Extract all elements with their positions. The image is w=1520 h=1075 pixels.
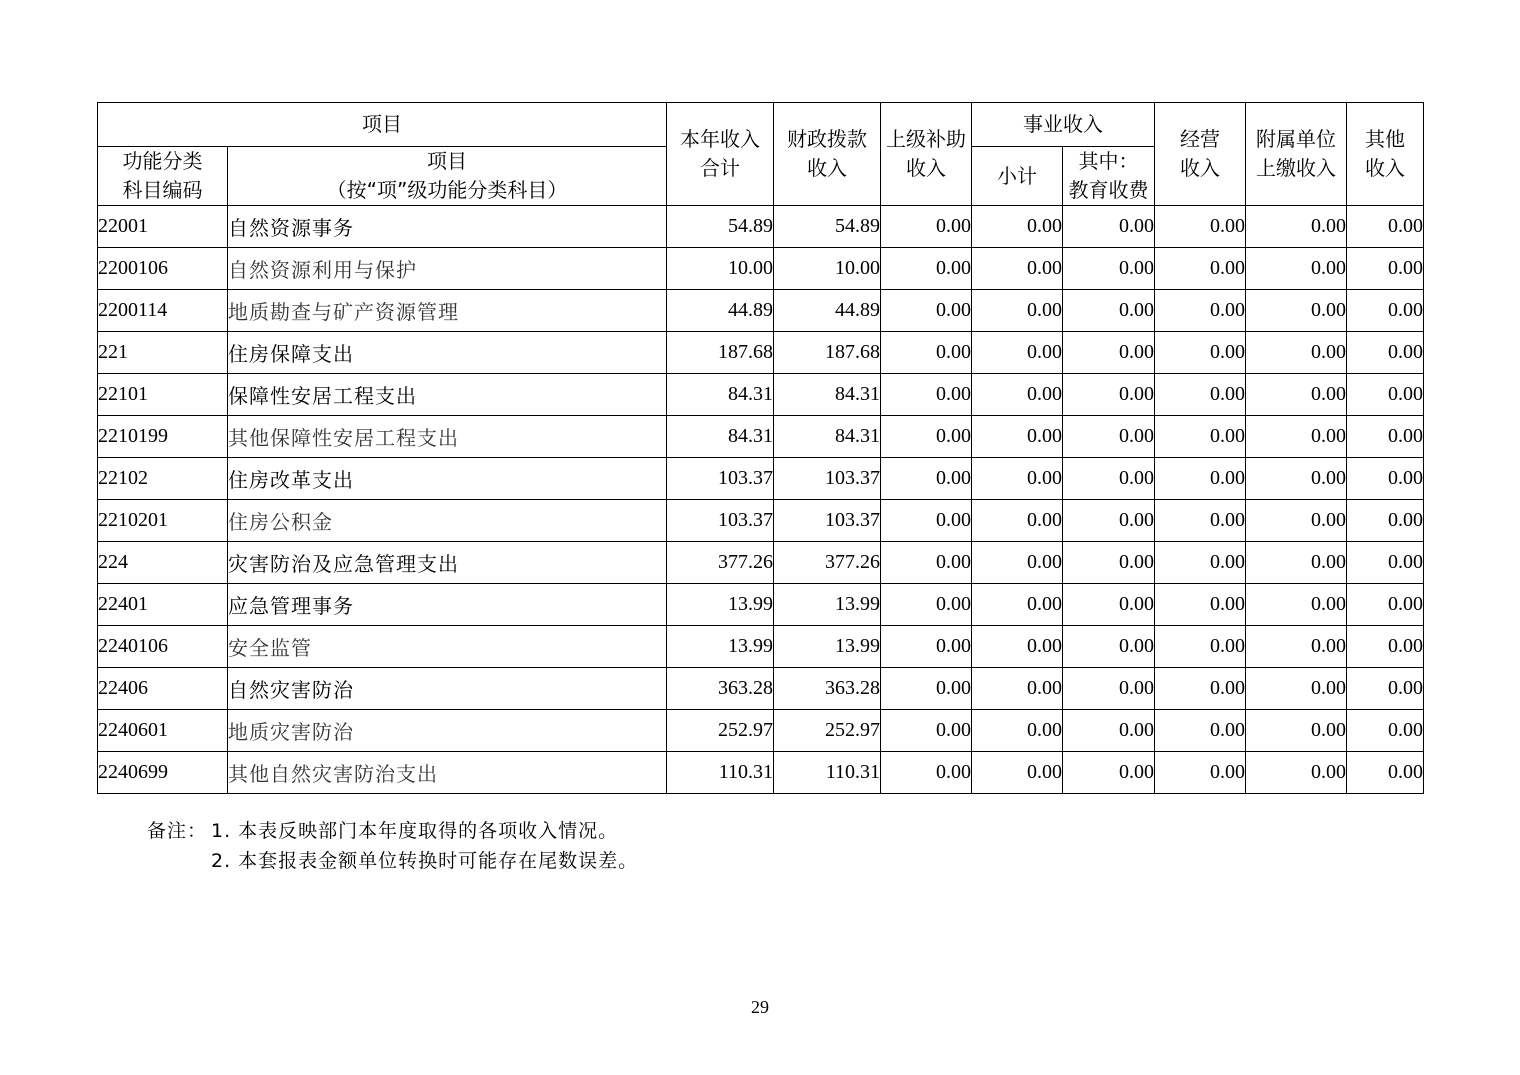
cell-code: 22406 [98, 668, 228, 710]
cell-value: 377.26 [774, 542, 881, 584]
cell-value: 0.00 [1347, 626, 1424, 668]
cell-code: 2210199 [98, 416, 228, 458]
cell-value: 0.00 [1063, 710, 1155, 752]
notes [147, 816, 638, 876]
cell-code: 2240601 [98, 710, 228, 752]
cell-code: 2210201 [98, 500, 228, 542]
cell-value: 0.00 [881, 710, 972, 752]
cell-name: 应急管理事务 [228, 584, 667, 626]
cell-value: 0.00 [972, 542, 1063, 584]
cell-name: 其他自然灾害防治支出 [228, 752, 667, 794]
cell-value: 54.89 [667, 206, 774, 248]
cell-name: 保障性安居工程支出 [228, 374, 667, 416]
cell-value: 0.00 [1155, 710, 1246, 752]
cell-value: 84.31 [667, 416, 774, 458]
cell-value: 0.00 [972, 290, 1063, 332]
cell-value: 0.00 [1347, 248, 1424, 290]
cell-value: 0.00 [1155, 626, 1246, 668]
cell-value: 0.00 [1155, 458, 1246, 500]
cell-value: 0.00 [972, 332, 1063, 374]
cell-value: 0.00 [881, 458, 972, 500]
cell-value: 13.99 [774, 626, 881, 668]
header-business-group: 事业收入 [972, 103, 1155, 147]
header-fiscal: 财政拨款 收入 [774, 103, 881, 206]
cell-value: 110.31 [667, 752, 774, 794]
cell-value: 0.00 [1347, 500, 1424, 542]
note-item: 1. 本表反映部门本年度取得的各项收入情况。 [211, 820, 619, 842]
table-row [98, 374, 1424, 416]
header-item: 项目 （按“项”级功能分类科目） [228, 147, 667, 206]
cell-value: 0.00 [1155, 290, 1246, 332]
note-row [147, 816, 638, 846]
cell-value: 0.00 [972, 416, 1063, 458]
cell-value: 0.00 [1063, 416, 1155, 458]
cell-value: 0.00 [1063, 668, 1155, 710]
cell-value: 0.00 [881, 416, 972, 458]
cell-value: 0.00 [1347, 668, 1424, 710]
cell-value: 103.37 [774, 500, 881, 542]
cell-value: 0.00 [1063, 752, 1155, 794]
cell-value: 0.00 [1155, 248, 1246, 290]
cell-value: 0.00 [1246, 416, 1347, 458]
cell-value: 0.00 [972, 626, 1063, 668]
cell-value: 0.00 [972, 500, 1063, 542]
cell-value: 187.68 [774, 332, 881, 374]
cell-value: 13.99 [774, 584, 881, 626]
cell-value: 0.00 [881, 332, 972, 374]
cell-value: 0.00 [1246, 668, 1347, 710]
cell-code: 22001 [98, 206, 228, 248]
cell-code: 2200106 [98, 248, 228, 290]
header-edu-fee: 其中： 教育收费 [1063, 147, 1155, 206]
cell-value: 0.00 [972, 458, 1063, 500]
table-row [98, 668, 1424, 710]
cell-name: 地质灾害防治 [228, 710, 667, 752]
table-row [98, 248, 1424, 290]
cell-value: 0.00 [1063, 626, 1155, 668]
header-operating: 经营 收入 [1155, 103, 1246, 206]
cell-value: 0.00 [1063, 542, 1155, 584]
cell-value: 0.00 [1246, 626, 1347, 668]
cell-value: 0.00 [1155, 416, 1246, 458]
cell-value: 0.00 [1347, 584, 1424, 626]
table-row [98, 458, 1424, 500]
cell-value: 0.00 [1246, 500, 1347, 542]
cell-value: 0.00 [972, 206, 1063, 248]
cell-value: 0.00 [1246, 206, 1347, 248]
cell-value: 0.00 [881, 374, 972, 416]
cell-value: 0.00 [1246, 248, 1347, 290]
cell-value: 0.00 [1063, 248, 1155, 290]
cell-value: 0.00 [1063, 500, 1155, 542]
cell-value: 84.31 [774, 416, 881, 458]
note-item: 2. 本套报表金额单位转换时可能存在尾数误差。 [211, 850, 639, 872]
cell-value: 0.00 [1246, 332, 1347, 374]
cell-value: 110.31 [774, 752, 881, 794]
cell-value: 0.00 [1347, 416, 1424, 458]
table-row [98, 626, 1424, 668]
table-body [98, 206, 1424, 794]
cell-value: 377.26 [667, 542, 774, 584]
cell-value: 44.89 [774, 290, 881, 332]
cell-value: 0.00 [1063, 374, 1155, 416]
cell-value: 0.00 [1246, 542, 1347, 584]
cell-name: 其他保障性安居工程支出 [228, 416, 667, 458]
cell-code: 2240699 [98, 752, 228, 794]
cell-value: 0.00 [1155, 374, 1246, 416]
cell-value: 0.00 [881, 752, 972, 794]
cell-value: 84.31 [774, 374, 881, 416]
cell-code: 2200114 [98, 290, 228, 332]
header-total: 本年收入 合计 [667, 103, 774, 206]
cell-value: 0.00 [1347, 374, 1424, 416]
cell-value: 0.00 [972, 752, 1063, 794]
cell-name: 地质勘查与矿产资源管理 [228, 290, 667, 332]
header-item-group: 项目 [98, 103, 667, 147]
cell-value: 0.00 [1063, 584, 1155, 626]
cell-value: 0.00 [1347, 458, 1424, 500]
cell-value: 103.37 [667, 458, 774, 500]
cell-value: 0.00 [1347, 542, 1424, 584]
cell-value: 252.97 [774, 710, 881, 752]
income-table [97, 102, 1424, 794]
cell-code: 221 [98, 332, 228, 374]
cell-value: 0.00 [1246, 374, 1347, 416]
cell-value: 0.00 [1063, 290, 1155, 332]
table-row [98, 206, 1424, 248]
cell-value: 0.00 [1155, 500, 1246, 542]
cell-value: 10.00 [667, 248, 774, 290]
cell-value: 0.00 [881, 290, 972, 332]
cell-value: 13.99 [667, 584, 774, 626]
header-code: 功能分类 科目编码 [98, 147, 228, 206]
cell-value: 0.00 [1246, 458, 1347, 500]
cell-name: 住房保障支出 [228, 332, 667, 374]
cell-value: 0.00 [972, 248, 1063, 290]
cell-name: 住房改革支出 [228, 458, 667, 500]
table-row [98, 290, 1424, 332]
cell-value: 84.31 [667, 374, 774, 416]
cell-value: 0.00 [1347, 752, 1424, 794]
cell-value: 10.00 [774, 248, 881, 290]
cell-value: 103.37 [667, 500, 774, 542]
cell-code: 22401 [98, 584, 228, 626]
cell-value: 0.00 [1246, 584, 1347, 626]
cell-value: 187.68 [667, 332, 774, 374]
table-row [98, 332, 1424, 374]
cell-value: 103.37 [774, 458, 881, 500]
cell-value: 0.00 [1347, 332, 1424, 374]
cell-name: 安全监管 [228, 626, 667, 668]
cell-value: 0.00 [1155, 668, 1246, 710]
cell-value: 0.00 [1155, 206, 1246, 248]
cell-value: 0.00 [1063, 206, 1155, 248]
notes-label: 备注： [147, 820, 208, 842]
cell-value: 0.00 [1155, 332, 1246, 374]
cell-name: 自然资源事务 [228, 206, 667, 248]
cell-value: 0.00 [972, 668, 1063, 710]
header-other: 其他 收入 [1347, 103, 1424, 206]
header-superior: 上级补助 收入 [881, 103, 972, 206]
table-row [98, 500, 1424, 542]
cell-value: 0.00 [972, 584, 1063, 626]
cell-value: 0.00 [1063, 332, 1155, 374]
cell-value: 0.00 [881, 206, 972, 248]
table-row [98, 710, 1424, 752]
table-row [98, 542, 1424, 584]
cell-value: 0.00 [1155, 542, 1246, 584]
cell-name: 自然灾害防治 [228, 668, 667, 710]
cell-value: 0.00 [881, 668, 972, 710]
cell-value: 0.00 [1063, 458, 1155, 500]
cell-value: 0.00 [1155, 752, 1246, 794]
cell-value: 363.28 [774, 668, 881, 710]
cell-value: 0.00 [881, 248, 972, 290]
cell-value: 54.89 [774, 206, 881, 248]
header-affiliated: 附属单位 上缴收入 [1246, 103, 1347, 206]
table-row [98, 752, 1424, 794]
cell-value: 0.00 [881, 542, 972, 584]
table-row [98, 416, 1424, 458]
cell-code: 224 [98, 542, 228, 584]
note-row [147, 846, 638, 876]
cell-value: 0.00 [881, 626, 972, 668]
cell-value: 363.28 [667, 668, 774, 710]
cell-value: 0.00 [881, 584, 972, 626]
cell-code: 22102 [98, 458, 228, 500]
cell-value: 44.89 [667, 290, 774, 332]
cell-code: 2240106 [98, 626, 228, 668]
cell-value: 0.00 [1155, 584, 1246, 626]
cell-value: 0.00 [972, 710, 1063, 752]
cell-name: 自然资源利用与保护 [228, 248, 667, 290]
cell-code: 22101 [98, 374, 228, 416]
cell-value: 0.00 [1246, 710, 1347, 752]
cell-value: 0.00 [972, 374, 1063, 416]
table-row [98, 584, 1424, 626]
cell-value: 0.00 [1246, 752, 1347, 794]
cell-value: 0.00 [1246, 290, 1347, 332]
header-subtotal: 小计 [972, 147, 1063, 206]
cell-name: 灾害防治及应急管理支出 [228, 542, 667, 584]
cell-value: 0.00 [1347, 290, 1424, 332]
cell-value: 13.99 [667, 626, 774, 668]
page-number: 29 [751, 997, 769, 1017]
cell-name: 住房公积金 [228, 500, 667, 542]
cell-value: 0.00 [881, 500, 972, 542]
cell-value: 0.00 [1347, 206, 1424, 248]
cell-value: 0.00 [1347, 710, 1424, 752]
cell-value: 252.97 [667, 710, 774, 752]
